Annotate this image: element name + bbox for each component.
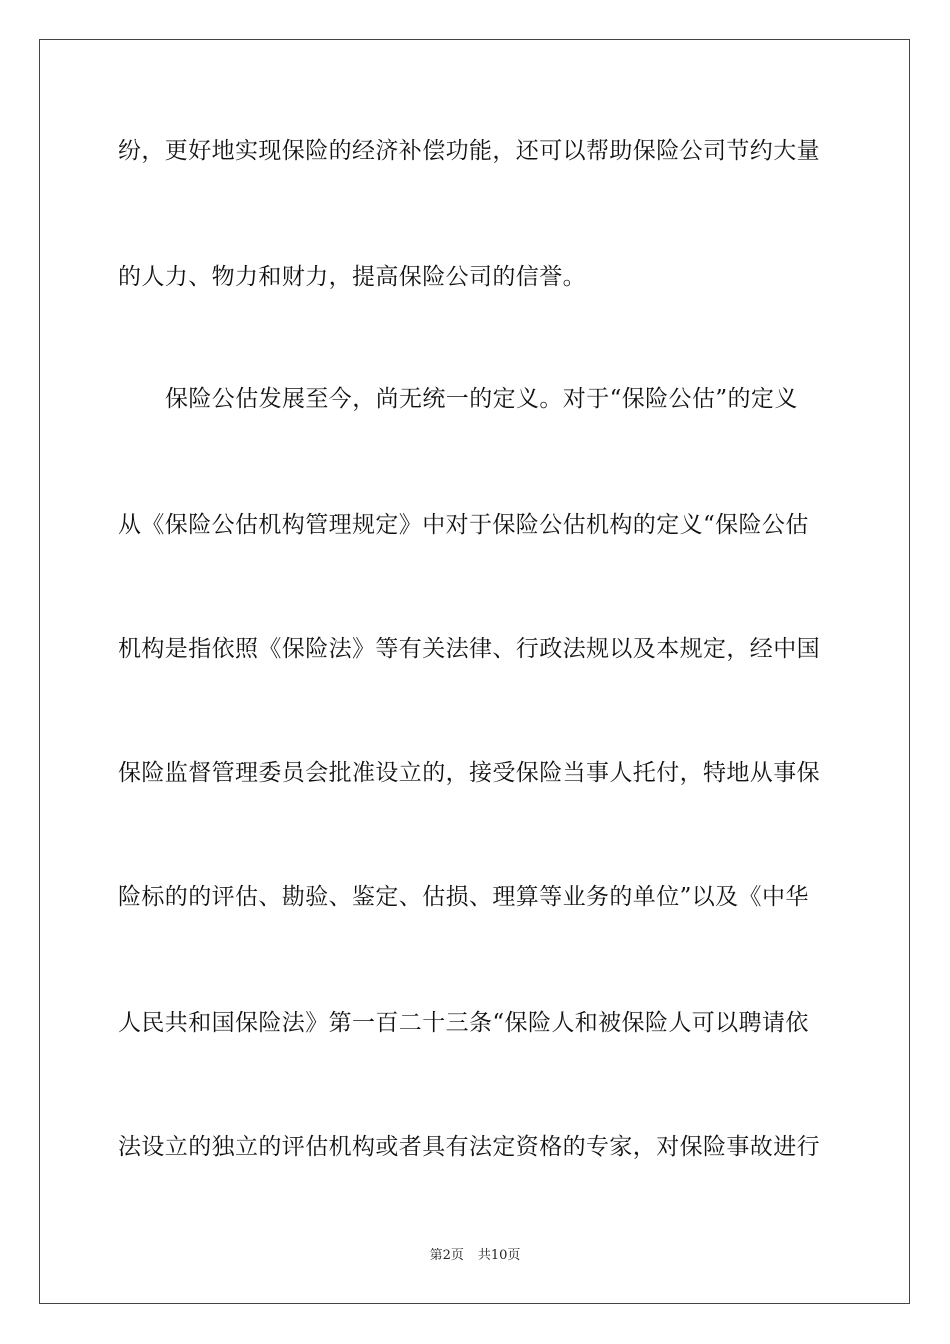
text-line: 机构是指依照《保险法》等有关法律、行政法规以及本规定，经中国 xyxy=(118,636,820,662)
text-line: 人民共和国保险法》第一百二十三条“保险人和被保险人可以聘请依 xyxy=(118,1010,809,1036)
page-number: 第2页 xyxy=(429,1248,464,1263)
text-line: 险标的的评估、勘验、鉴定、估损、理算等业务的单位”以及《中华 xyxy=(118,884,809,910)
text-line: 保险监督管理委员会批准设立的，接受保险当事人托付，特地从事保 xyxy=(118,760,820,786)
page-border xyxy=(39,39,910,1304)
paragraph-first-line: 保险公估发展至今，尚无统一的定义。对于“保险公估”的定义 xyxy=(165,386,798,412)
text-line: 的人力、物力和财力，提高保险公司的信誉。 xyxy=(118,264,586,290)
page-total: 共10页 xyxy=(477,1248,521,1263)
page-footer xyxy=(0,1248,950,1264)
text-line: 从《保险公估机构管理规定》中对于保险公估机构的定义“保险公估 xyxy=(118,512,809,538)
text-line: 法设立的独立的评估机构或者具有法定资格的专家，对保险事故进行 xyxy=(118,1134,820,1160)
text-line: 纷，更好地实现保险的经济补偿功能，还可以帮助保险公司节约大量 xyxy=(118,138,820,164)
